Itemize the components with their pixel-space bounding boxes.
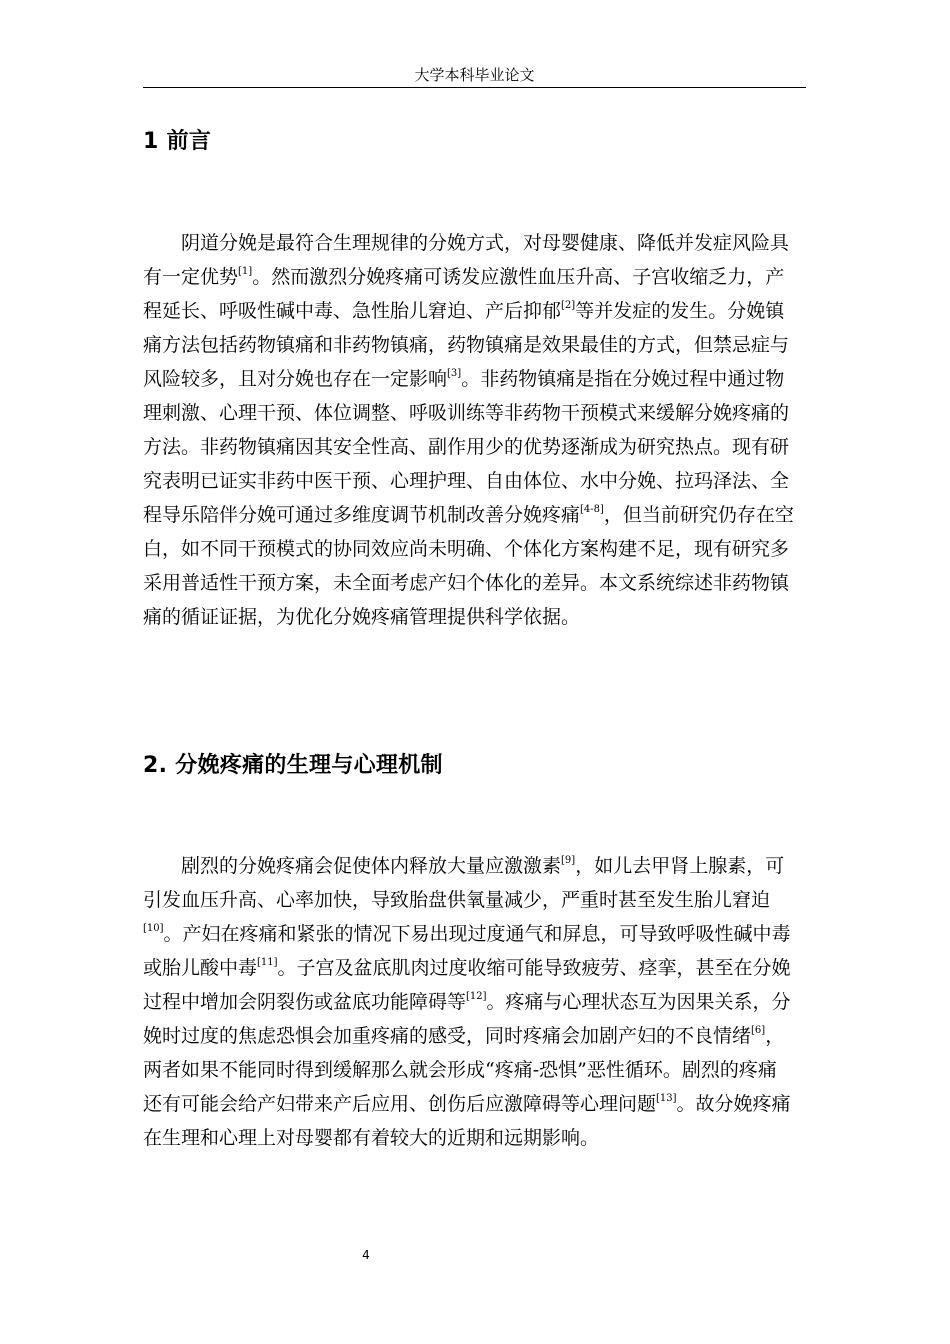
line-text: 阴道分娩是最符合生理规律的分娩方式，对母婴健康、降低并发症风险具 [181,232,790,254]
line-text: 。非药物镇痛是指在分娩过程中通过物 [461,368,785,390]
citation-marker: [6] [751,1025,766,1036]
paragraph-line [143,260,806,294]
paragraph-line [143,917,806,951]
section-heading-introduction: 1 前言 [143,129,212,154]
header-divider [143,87,806,88]
paragraph-line [143,328,806,362]
paragraph-line [143,464,806,498]
paragraph-line [143,985,806,1019]
line-text: 究表明已证实非药中医干预、心理护理、自由体位、水中分娩、拉玛泽法、全 [143,470,790,492]
paragraph-line [143,396,806,430]
citation-marker: [9] [561,855,576,866]
paragraph-line [143,430,806,464]
paragraph-line [143,1053,806,1087]
paragraph-line [143,883,806,917]
citation-marker: [1] [238,266,253,277]
pain-mechanism-paragraph [143,849,806,1155]
paragraph-line [143,566,806,600]
line-text: 等并发症的发生。分娩镇 [575,300,785,322]
line-text: 还有可能会给产妇带来产后应用、创伤后应激障碍等心理问题 [143,1093,657,1115]
paragraph-line [143,951,806,985]
paragraph-line [143,849,806,883]
section-heading-pain-mechanism: 2. 分娩疼痛的生理与心理机制 [143,753,443,778]
line-text: 或胎儿酸中毒 [143,957,258,979]
paragraph-line [143,294,806,328]
line-text: 。然而激烈分娩疼痛可诱发应激性血压升高、子宫收缩乏力，产 [252,266,785,288]
paragraph-line [143,1019,806,1053]
line-text: 在生理和心理上对母婴都有着较大的近期和远期影响。 [143,1127,600,1149]
line-text: 采用普适性干预方案，未全面考虑产妇个体化的差异。本文系统综述非药物镇 [143,572,790,594]
running-header: 大学本科毕业论文 [414,66,535,84]
paragraph-line [143,362,806,396]
paragraph-line [143,498,806,532]
line-text: 程延长、呼吸性碱中毒、急性胎儿窘迫、产后抑郁 [143,300,562,322]
citation-marker: [12] [466,991,487,1002]
line-text: 方法。非药物镇痛因其安全性高、副作用少的优势逐渐成为研究热点。现有研 [143,436,790,458]
citation-marker: [4-8] [580,504,604,515]
line-text: ，如儿去甲肾上腺素，可 [575,855,785,877]
line-text: 剧烈的分娩疼痛会促使体内释放大量应激激素 [181,855,562,877]
paragraph-line [143,1121,806,1155]
line-text: 风险较多，且对分娩也存在一定影响 [143,368,448,390]
line-text: 白，如不同干预模式的协同效应尚未明确、个体化方案构建不足，现有研究多 [143,538,790,560]
citation-marker: [3] [447,368,462,379]
citation-marker: [10] [143,923,164,934]
line-text: 痛方法包括药物镇痛和非药物镇痛，药物镇痛是效果最佳的方式，但禁忌症与 [143,334,790,356]
line-text: 痛的循证证据，为优化分娩疼痛管理提供科学依据。 [143,606,581,628]
line-text: 。故分娩疼痛 [676,1093,791,1115]
line-text: 两者如果不能同时得到缓解那么就会形成“疼痛-恐惧”恶性循环。剧烈的疼痛 [143,1059,777,1081]
citation-marker: [11] [257,957,278,968]
line-text: 程导乐陪伴分娩可通过多维度调节机制改善分娩疼痛 [143,504,581,526]
page-number: 4 [362,1248,370,1262]
citation-marker: [2] [561,300,576,311]
line-text: ，但当前研究仍存在空 [603,504,794,526]
line-text: ， [765,1025,785,1047]
paragraph-line [143,1087,806,1121]
paragraph-line [143,532,806,566]
line-text: 引发血压升高、心率加快，导致胎盘供氧量减少，严重时甚至发生胎儿窘迫 [143,889,771,911]
line-text: 。子宫及盆底肌肉过度收缩可能导致疲劳、痉挛，甚至在分娩 [277,957,791,979]
line-text: 。产妇在疼痛和紧张的情况下易出现过度通气和屏息，可导致呼吸性碱中毒 [163,923,791,945]
introduction-paragraph [143,226,806,634]
line-text: 过程中增加会阴裂伤或盆底功能障碍等 [143,991,467,1013]
line-text: 有一定优势 [143,266,239,288]
paragraph-line [143,226,806,260]
line-text: 。疼痛与心理状态互为因果关系，分 [486,991,791,1013]
paragraph-line [143,600,806,634]
line-text: 理刺激、心理干预、体位调整、呼吸训练等非药物干预模式来缓解分娩疼痛的 [143,402,790,424]
line-text: 娩时过度的焦虑恐惧会加重疼痛的感受，同时疼痛会加剧产妇的不良情绪 [143,1025,752,1047]
citation-marker: [13] [656,1093,677,1104]
